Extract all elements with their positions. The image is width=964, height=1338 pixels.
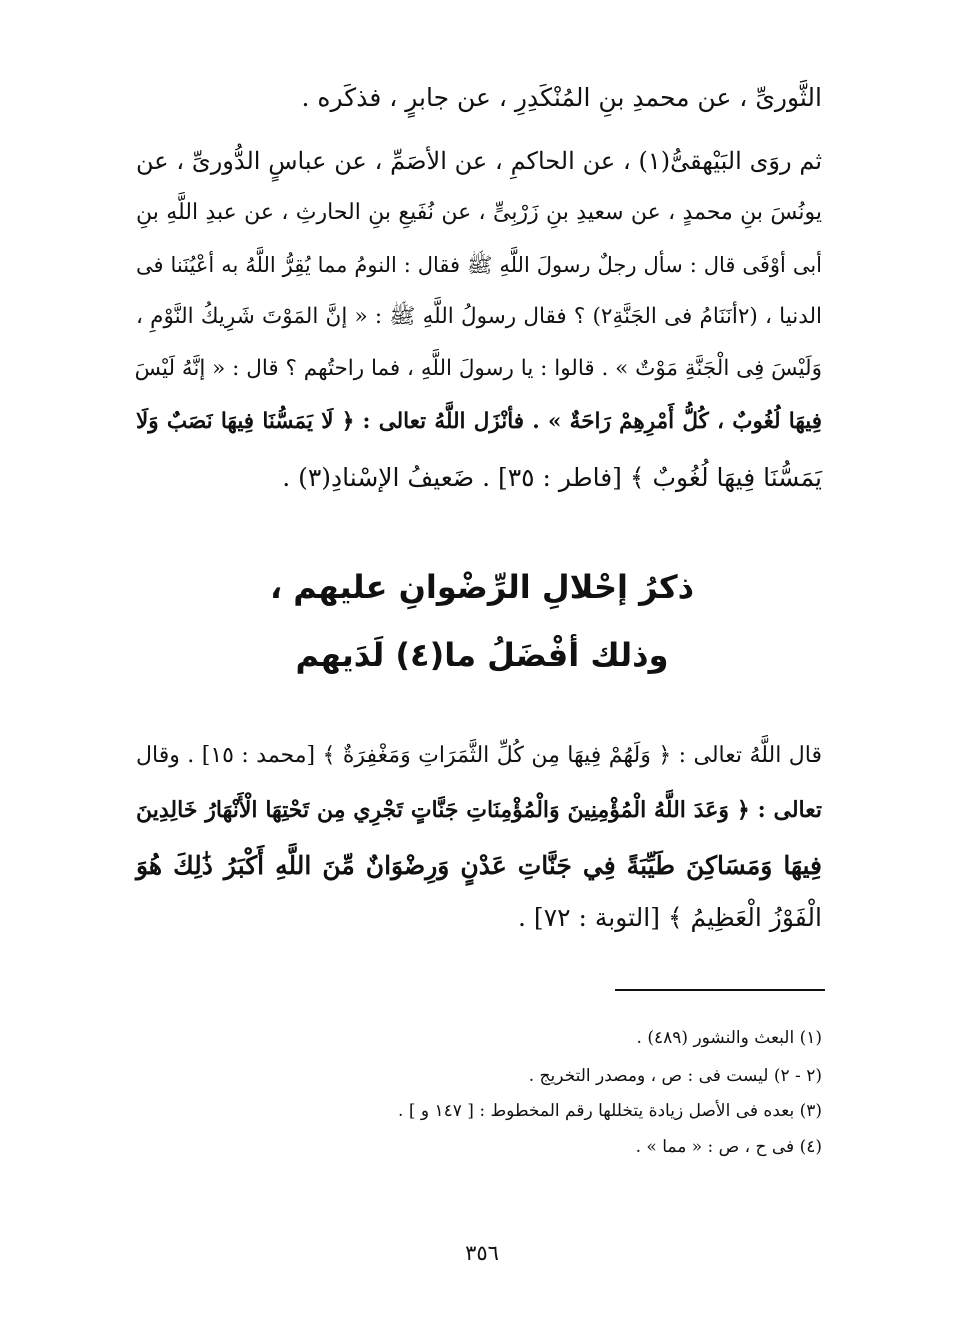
footnote-2: (٢ - ٢) ليست فى : ص ، ومصدر التخريج . <box>528 1066 822 1086</box>
body-line-5: الدنيا ، (٢أنَنَامُ فى الجَنَّةِ٢) ؟ فقال رسولُ اللَّهِ ﷺ : « إنَّ المَوْتَ شَرِيكُ النَّوْمِ ، <box>136 304 822 329</box>
section-heading-line-2: وذلك أفْضَلُ ما(٤) لَدَيهم <box>295 636 669 674</box>
body-line-1: الثَّورىِّ ، عن محمدِ بنِ المُنْكَدِرِ ، عن جابرٍ ، فذكَره . <box>301 83 822 112</box>
body-line-2: ثم روَى البَيْهقىُّ(١) ، عن الحاكمِ ، عن الأصَمِّ ، عن عباسٍ الدُّورىِّ ، عن <box>136 147 822 175</box>
body-line-4: أبى أوْفَى قال : سأل رجلٌ رسولَ اللَّهِ ﷺ فقال : النومُ مما يُقِرُّ اللَّهُ به أعْيُنَنا فى <box>136 253 822 277</box>
section-line-3: فِيهَا وَمَسَاكِنَ طَيِّبَةً فِي جَنَّاتِ عَدْنٍ وَرِضْوَانٌ مِّنَ اللَّهِ أَكْبَرُ ذَٰلِكَ هُوَ <box>136 851 822 880</box>
footnote-4: (٤) فى ح ، ص : « مما » . <box>635 1137 822 1157</box>
footnote-1: (١) البعث والنشور (٤٨٩) . <box>636 1028 822 1048</box>
section-line-1: قال اللَّهُ تعالى : ﴿ وَلَهُمْ فِيهَا مِن كُلِّ الثَّمَرَاتِ وَمَغْفِرَةٌ ﴾ [محمد : ١٥] . وقال <box>136 743 822 768</box>
section-line-4: الْفَوْزُ الْعَظِيمُ ﴾ [التوبة : ٧٢] . <box>518 903 822 932</box>
body-line-7: فِيهَا لُغُوبٌ ، كُلُّ أَمْرِهِمْ رَاحَةٌ » . فأنْزَل اللَّهُ تعالى : ﴿ لَا يَمَسُّنَا فِيهَا نَصَبٌ وَلَا <box>136 409 822 434</box>
body-line-6: وَلَيْسَ فِى الْجَنَّةِ مَوْتٌ » . قالوا : يا رسولَ اللَّهِ ، فما راحتُهم ؟ قال : « إنَّهُ لَيْسَ <box>134 356 822 381</box>
body-line-8: يَمَسُّنَا فِيهَا لُغُوبٌ ﴾ [فاطر : ٣٥] . ضَعيفُ الإسْنادِ(٣) . <box>282 463 822 492</box>
section-heading-line-1: ذكرُ إحْلالِ الرِّضْوانِ عليهم ، <box>269 568 695 606</box>
footnote-separator <box>615 989 825 991</box>
footnote-3: (٣) بعده فى الأصل زيادة يتخللها رقم المخطوط : [ ١٤٧ و ] . <box>398 1101 822 1121</box>
body-line-3: يونُسَ بنِ محمدٍ ، عن سعيدِ بنِ زَرْبِىٍّ ، عن نُفَيعِ بنِ الحارثِ ، عن عبدِ اللَّهِ بنِ <box>136 200 822 225</box>
section-line-2: تعالى : ﴿ وَعَدَ اللَّهُ الْمُؤْمِنِينَ وَالْمُؤْمِنَاتِ جَنَّاتٍ تَجْرِي مِن تَحْتِهَا الْأَنْهَارُ خَالِدِينَ <box>136 797 822 823</box>
page-number: ٣٥٦ <box>465 1241 499 1265</box>
